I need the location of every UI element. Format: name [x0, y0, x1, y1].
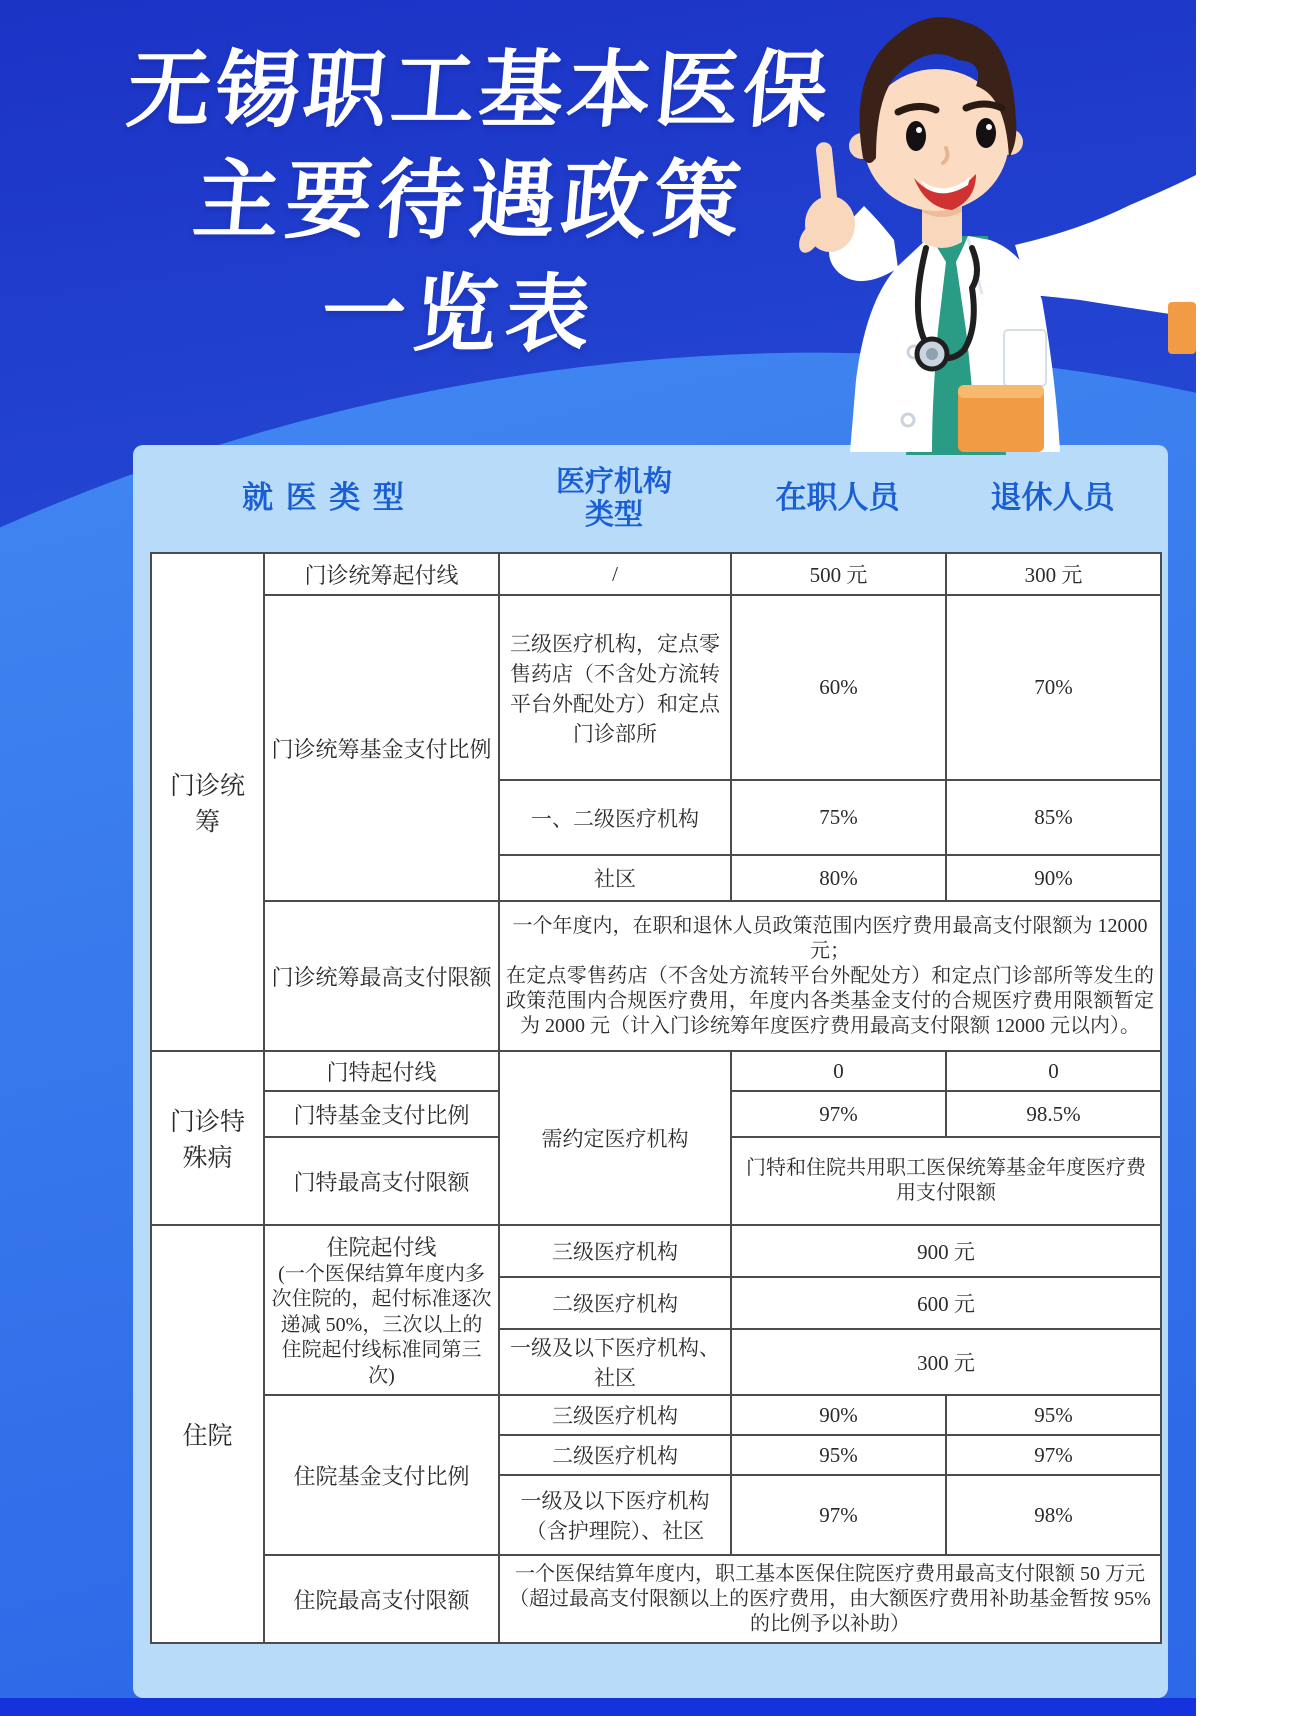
- item-special-cap: 门特最高支付限额: [264, 1137, 499, 1225]
- item-inpatient-ratio: 住院基金支付比例: [264, 1395, 499, 1555]
- inst-special-agreed: 需约定医疗机构: [499, 1051, 731, 1225]
- text-outpatient-cap-part2: 在定点零售药店（不含处方流转平台外配处方）和定点门诊部所等发生的政策范围内合规医疗费用，年度内各类基金支付的合规医疗费用限额暂定为 2000 元（计入门诊统筹年度医疗费用最高支付限额 12000 元以内）。: [506, 964, 1154, 1037]
- policy-table: [150, 552, 1162, 1644]
- item-inpatient-deductible-title: 住院起付线: [326, 1234, 437, 1260]
- inst-outpatient-tier12: 一、二级医疗机构: [499, 780, 731, 855]
- coat-pocket: [1004, 330, 1046, 386]
- val-outpatient-deductible-retired: 300 元: [946, 553, 1161, 595]
- item-outpatient-deductible: 门诊统筹起付线: [264, 553, 499, 595]
- table-header-row: [150, 445, 1160, 552]
- text-inpatient-cap: 一个医保结算年度内，职工基本医保住院医疗费用最高支付限额 50 万元（超过最高支付限额以上的医疗费用，由大额医疗费用补助基金暂按 95%的比例予以补助）: [499, 1555, 1161, 1643]
- table-row: [151, 1225, 1161, 1277]
- val-special-ratio-active: 97%: [731, 1091, 946, 1137]
- page-title: [56, 40, 884, 361]
- bottom-accent-strip: [0, 1698, 1196, 1716]
- table-row: [151, 1051, 1161, 1091]
- header-institution-type: [498, 466, 730, 531]
- header-institution-line1: 医疗机构: [555, 466, 672, 499]
- text-special-cap: 门特和住院共用职工医保统筹基金年度医疗费用支付限额: [731, 1137, 1161, 1225]
- doctor-eye-glint: [916, 127, 922, 133]
- header-retired-staff: 退休人员: [990, 480, 1115, 516]
- inst-inpatient-ded-tier1: 一级及以下医疗机构、社区: [499, 1329, 731, 1395]
- page-title-line3: 一览表: [317, 267, 602, 361]
- doctor-eye: [976, 118, 996, 148]
- doctor-eye: [906, 121, 926, 151]
- val-special-deductible-retired: 0: [946, 1051, 1161, 1091]
- header-active-staff: 在职人员: [775, 480, 900, 516]
- val-outpatient-community-active: 80%: [731, 855, 946, 901]
- group-cell-special: 门诊特殊病: [151, 1051, 264, 1225]
- table-row: [151, 1395, 1161, 1435]
- val-outpatient-tier3-retired: 70%: [946, 595, 1161, 780]
- table-row: [151, 901, 1161, 1051]
- item-special-ratio: 门特基金支付比例: [264, 1091, 499, 1137]
- doctor-eye-glint: [986, 124, 992, 130]
- item-special-deductible: 门特起付线: [264, 1051, 499, 1091]
- table-row: [151, 553, 1161, 595]
- policy-panel: [133, 445, 1168, 1698]
- val-inpatient-ratio-tier1-active: 97%: [731, 1475, 946, 1555]
- clipboard-top-edge: [958, 385, 1044, 398]
- val-inpatient-ded-tier3: 900 元: [731, 1225, 1161, 1277]
- val-outpatient-tier12-active: 75%: [731, 780, 946, 855]
- doctor-right-arm: [1015, 175, 1196, 318]
- page-title-line2: 主要待遇政策: [189, 153, 750, 249]
- header-institution-line2: 类型: [584, 498, 643, 531]
- inst-inpatient-ded-tier2: 二级医疗机构: [499, 1277, 731, 1329]
- val-inpatient-ded-tier1: 300 元: [731, 1329, 1161, 1395]
- group-cell-outpatient: 门诊统筹: [151, 553, 264, 1051]
- item-inpatient-deductible: [264, 1225, 499, 1395]
- header-visit-type: 就 医 类 型: [242, 480, 406, 516]
- val-inpatient-ratio-tier1-retired: 98%: [946, 1475, 1161, 1555]
- inst-outpatient-deductible: /: [499, 553, 731, 595]
- table-row: [151, 1555, 1161, 1643]
- val-outpatient-tier12-retired: 85%: [946, 780, 1161, 855]
- val-inpatient-ratio-tier3-active: 90%: [731, 1395, 946, 1435]
- stethoscope-chestpiece-center: [926, 348, 938, 360]
- inst-outpatient-community: 社区: [499, 855, 731, 901]
- item-outpatient-cap: 门诊统筹最高支付限额: [264, 901, 499, 1051]
- inst-inpatient-ratio-tier2: 二级医疗机构: [499, 1435, 731, 1475]
- val-outpatient-community-retired: 90%: [946, 855, 1161, 901]
- item-inpatient-deductible-note: (一个医保结算年度内多次住院的，起付标准逐次递减 50%，三次以上的住院起付线标准同第三次): [271, 1262, 492, 1387]
- inst-inpatient-ratio-tier1: 一级及以下医疗机构（含护理院）、社区: [499, 1475, 731, 1555]
- inst-inpatient-ded-tier3: 三级医疗机构: [499, 1225, 731, 1277]
- val-outpatient-deductible-active: 500 元: [731, 553, 946, 595]
- group-cell-inpatient: 住院: [151, 1225, 264, 1643]
- item-outpatient-ratio: 门诊统筹基金支付比例: [264, 595, 499, 901]
- doctor-illustration: [780, 0, 1196, 455]
- val-special-ratio-retired: 98.5%: [946, 1091, 1161, 1137]
- val-inpatient-ded-tier2: 600 元: [731, 1277, 1161, 1329]
- item-inpatient-cap: 住院最高支付限额: [264, 1555, 499, 1643]
- val-inpatient-ratio-tier2-retired: 97%: [946, 1435, 1161, 1475]
- val-outpatient-tier3-active: 60%: [731, 595, 946, 780]
- doctor-eyebrow: [966, 104, 1002, 108]
- val-inpatient-ratio-tier3-retired: 95%: [946, 1395, 1161, 1435]
- table-row: [151, 595, 1161, 780]
- val-inpatient-ratio-tier2-active: 95%: [731, 1435, 946, 1475]
- text-outpatient-cap-part1: 一个年度内，在职和退休人员政策范围内医疗费用最高支付限额为 12000 元；: [512, 914, 1148, 962]
- val-special-deductible-active: 0: [731, 1051, 946, 1091]
- text-outpatient-cap: [499, 901, 1161, 1051]
- page-title-line1: 无锡职工基本医保: [123, 43, 836, 137]
- inst-outpatient-tier3: 三级医疗机构，定点零售药店（不含处方流转平台外配处方）和定点门诊部所: [499, 595, 731, 780]
- inst-inpatient-ratio-tier3: 三级医疗机构: [499, 1395, 731, 1435]
- folder-icon: [1168, 302, 1196, 354]
